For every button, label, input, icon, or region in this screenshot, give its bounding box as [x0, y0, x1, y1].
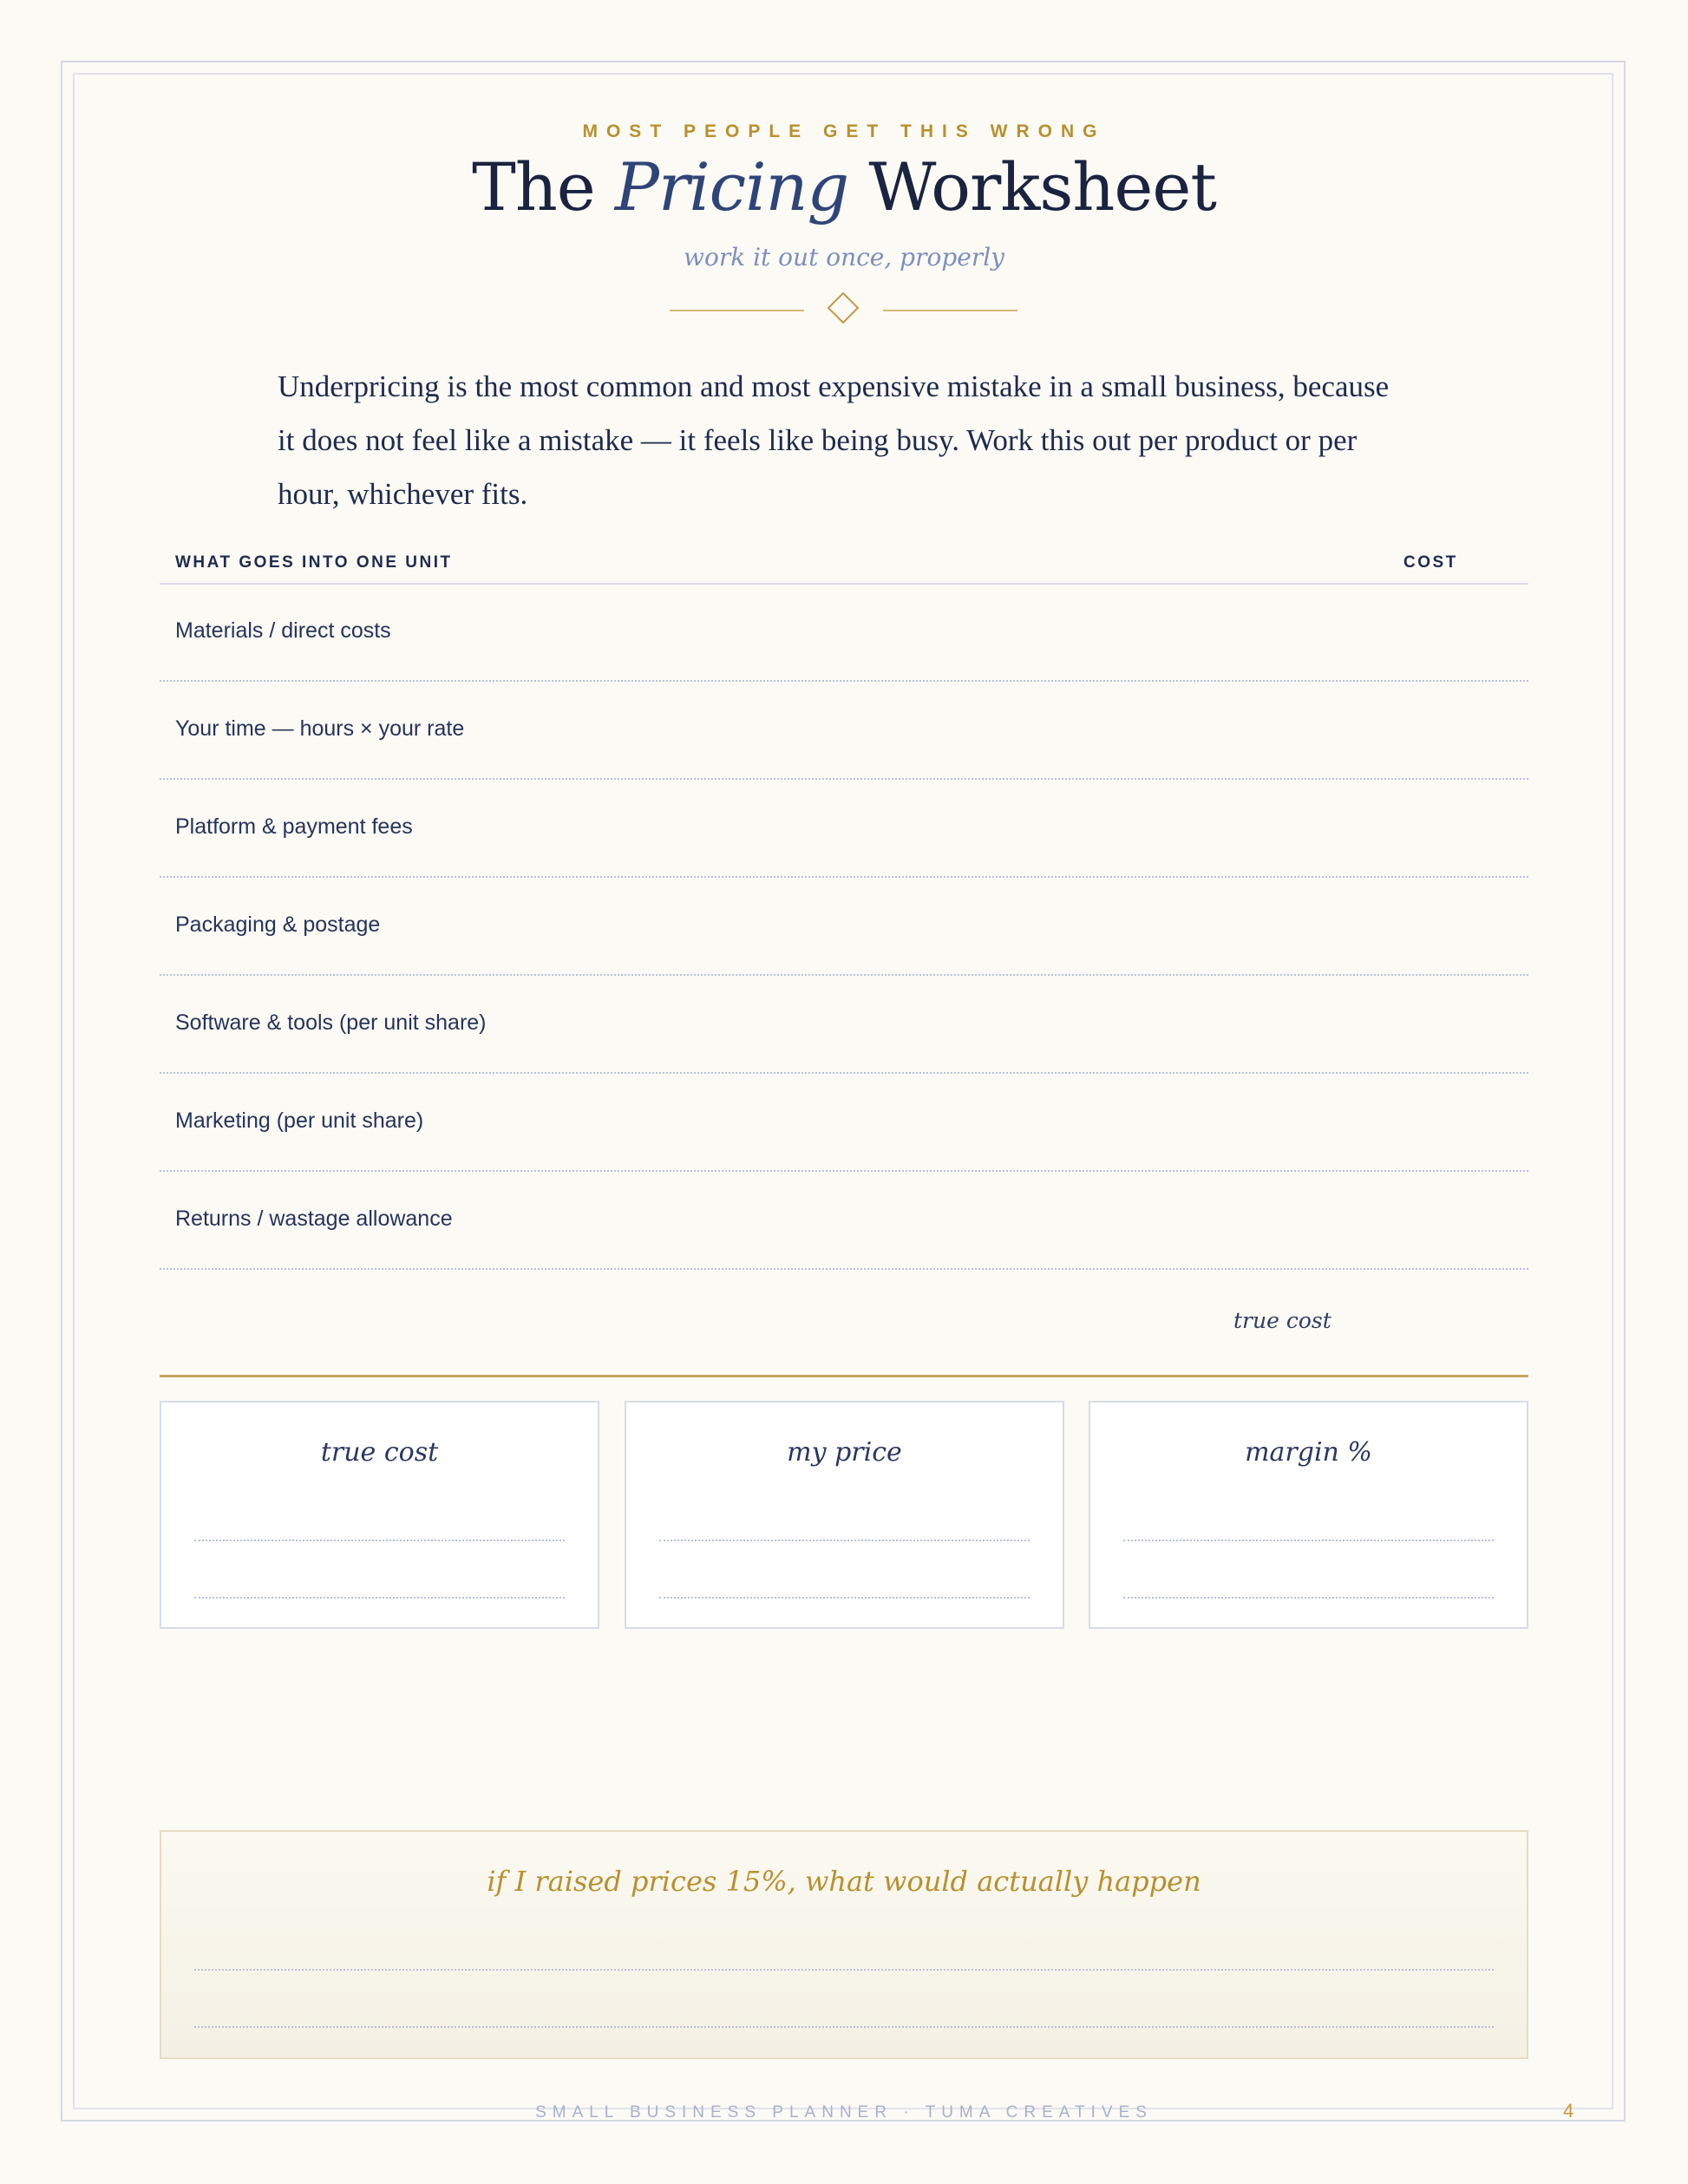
write-line[interactable]	[194, 1540, 565, 1541]
page-number: 4	[1563, 2100, 1574, 2122]
cost-row-label: Materials / direct costs	[175, 618, 391, 643]
write-line[interactable]	[194, 2026, 1494, 2028]
cost-row[interactable]	[160, 682, 1528, 780]
my-price-box[interactable]	[625, 1401, 1064, 1629]
cost-row[interactable]	[160, 878, 1528, 976]
column-header-item: WHAT GOES INTO ONE UNIT	[175, 553, 453, 572]
margin-box-title: margin %	[1245, 1437, 1372, 1468]
write-line[interactable]	[659, 1597, 1030, 1599]
cost-row[interactable]	[160, 584, 1528, 682]
my-price-box-title: my price	[787, 1437, 902, 1468]
cost-row[interactable]	[160, 1074, 1528, 1172]
true-cost-total-label: true cost	[1233, 1308, 1331, 1333]
cost-row-label: Your time — hours × your rate	[175, 716, 465, 741]
title-prefix: The	[472, 148, 615, 226]
write-line[interactable]	[1123, 1540, 1494, 1541]
title-emphasis: Pricing	[614, 148, 849, 226]
true-cost-box[interactable]	[160, 1401, 599, 1629]
write-line[interactable]	[1123, 1597, 1494, 1599]
page-footer: SMALL BUSINESS PLANNER · TUMA CREATIVES	[535, 2103, 1153, 2122]
reflection-prompt: if I raised prices 15%, what would actually happen	[487, 1865, 1201, 1898]
title-suffix: Worksheet	[848, 148, 1216, 226]
total-rule	[160, 1375, 1528, 1377]
cost-row[interactable]	[160, 976, 1528, 1074]
cost-row-label: Platform & payment fees	[175, 814, 413, 839]
page-title	[0, 148, 1688, 226]
column-header-cost: COST	[1403, 553, 1458, 572]
intro-paragraph: Underpricing is the most common and most expensive mistake in a small business, because it does not feel like a mistake — it feels like being busy. Work this out per product or per hour, whichever fits.	[278, 369, 1390, 511]
ornament-line-right	[883, 310, 1017, 311]
cost-row[interactable]	[160, 1172, 1528, 1270]
true-cost-box-title: true cost	[320, 1437, 439, 1468]
page-subtitle: work it out once, properly	[684, 243, 1004, 271]
cost-row-label: Software & tools (per unit share)	[175, 1010, 487, 1035]
cost-row-label: Marketing (per unit share)	[175, 1108, 424, 1133]
cost-row[interactable]	[160, 780, 1528, 878]
eyebrow-label: MOST PEOPLE GET THIS WRONG	[582, 121, 1106, 141]
ornament-line-left	[670, 310, 804, 311]
write-line[interactable]	[659, 1540, 1030, 1541]
cost-row-label: Packaging & postage	[175, 912, 381, 937]
reflection-box[interactable]	[160, 1830, 1528, 2059]
margin-box[interactable]	[1089, 1401, 1528, 1629]
write-line[interactable]	[194, 1597, 565, 1599]
cost-row-label: Returns / wastage allowance	[175, 1206, 453, 1231]
write-line[interactable]	[194, 1969, 1494, 1971]
